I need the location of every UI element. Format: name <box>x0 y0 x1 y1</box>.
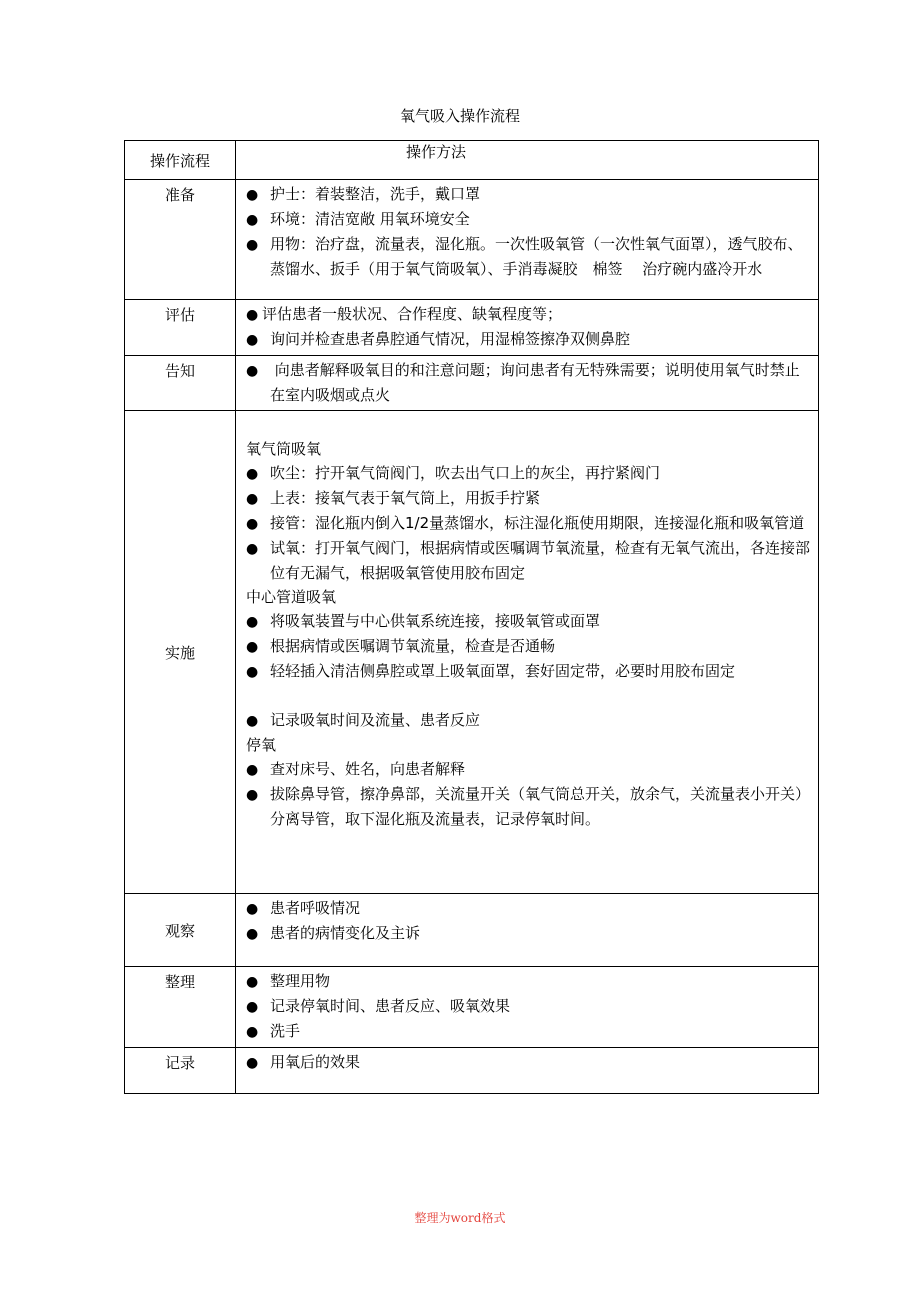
list-item: ● 根据病情或医嘱调节氧流量，检查是否通畅 <box>246 634 810 659</box>
list-item: ● 询问并检查患者鼻腔通气情况，用湿棉签擦净双侧鼻腔 <box>246 327 810 352</box>
step-observe: 观察 <box>125 894 236 967</box>
list-item: ● 试氧：打开氧气阀门，根据病情或医嘱调节氧流量，检查有无氧气流出，各连接部位有无漏气，根据吸氧管使用胶布固定 <box>246 536 810 585</box>
list-item: ● 接管：湿化瓶内倒入1/2量蒸馏水，标注湿化瓶使用期限，连接湿化瓶和吸氧管道 <box>246 511 810 536</box>
row-assess <box>125 300 819 356</box>
list-item: ● 洗手 <box>246 1019 810 1044</box>
list-item: ● 环境：清洁宽敞 用氧环境安全 <box>246 207 810 232</box>
list-item: ● 上表：接氧气表于氧气筒上，用扳手拧紧 <box>246 486 810 511</box>
header-method: 操作方法 <box>236 141 819 180</box>
step-tidy: 整理 <box>125 967 236 1048</box>
method-assess <box>236 300 819 356</box>
list-item: ● 记录吸氧时间及流量、患者反应 <box>246 708 810 733</box>
method-inform <box>236 356 819 411</box>
row-observe <box>125 894 819 967</box>
method-record <box>236 1048 819 1094</box>
list-item: ● 用物：治疗盘，流量表，湿化瓶。一次性吸氧管（一次性氧气面罩），透气胶布、蒸馏水、扳手（用于氧气筒吸氧）、手消毒凝胶 棉签 治疗碗内盛冷开水 <box>246 232 810 281</box>
method-impl <box>236 411 819 894</box>
row-inform <box>125 356 819 411</box>
header-step: 操作流程 <box>125 141 236 180</box>
list-item: ● 拔除鼻导管，擦净鼻部，关流量开关（氧气筒总开关，放余气，关流量表小开关）分离导管，取下湿化瓶及流量表，记录停氧时间。 <box>246 782 810 831</box>
list-item: ● 向患者解释吸氧目的和注意问题；询问患者有无特殊需要；说明使用氧气时禁止在室内吸烟或点火 <box>246 358 810 407</box>
step-inform: 告知 <box>125 356 236 411</box>
list-item: ● 患者呼吸情况 <box>246 896 810 921</box>
method-tidy <box>236 967 819 1048</box>
procedure-table <box>124 140 819 1094</box>
list-item: ● 吹尘：拧开氧气筒阀门，吹去出气口上的灰尘，再拧紧阀门 <box>246 461 810 486</box>
section-heading: 停氧 <box>246 736 277 754</box>
row-impl <box>125 411 819 894</box>
step-prep: 准备 <box>125 180 236 300</box>
list-item: ● 护士：着装整洁，洗手，戴口罩 <box>246 182 810 207</box>
row-tidy <box>125 967 819 1048</box>
list-item: ● 评估患者一般状况、合作程度、缺氧程度等； <box>246 302 810 327</box>
section-heading: 中心管道吸氧 <box>246 588 337 606</box>
document-title: 氧气吸入操作流程 <box>399 107 520 125</box>
list-item: ● 患者的病情变化及主诉 <box>246 921 810 946</box>
step-record: 记录 <box>125 1048 236 1094</box>
method-observe <box>236 894 819 967</box>
row-prep <box>125 180 819 300</box>
list-item: ● 将吸氧装置与中心供氧系统连接，接吸氧管或面罩 <box>246 609 810 634</box>
section-heading: 氧气筒吸氧 <box>246 440 322 458</box>
list-item: ● 整理用物 <box>246 969 810 994</box>
row-record <box>125 1048 819 1094</box>
step-impl: 实施 <box>125 411 236 894</box>
list-item: ● 轻轻插入清洁侧鼻腔或罩上吸氧面罩，套好固定带，必要时用胶布固定 <box>246 659 810 684</box>
table-header-row <box>125 141 819 180</box>
list-item: ● 用氧后的效果 <box>246 1050 810 1075</box>
method-prep <box>236 180 819 300</box>
step-assess: 评估 <box>125 300 236 356</box>
list-item: ● 记录停氧时间、患者反应、吸氧效果 <box>246 994 810 1019</box>
footer-note: 整理为word格式 <box>414 1211 506 1225</box>
list-item: ● 查对床号、姓名，向患者解释 <box>246 757 810 782</box>
